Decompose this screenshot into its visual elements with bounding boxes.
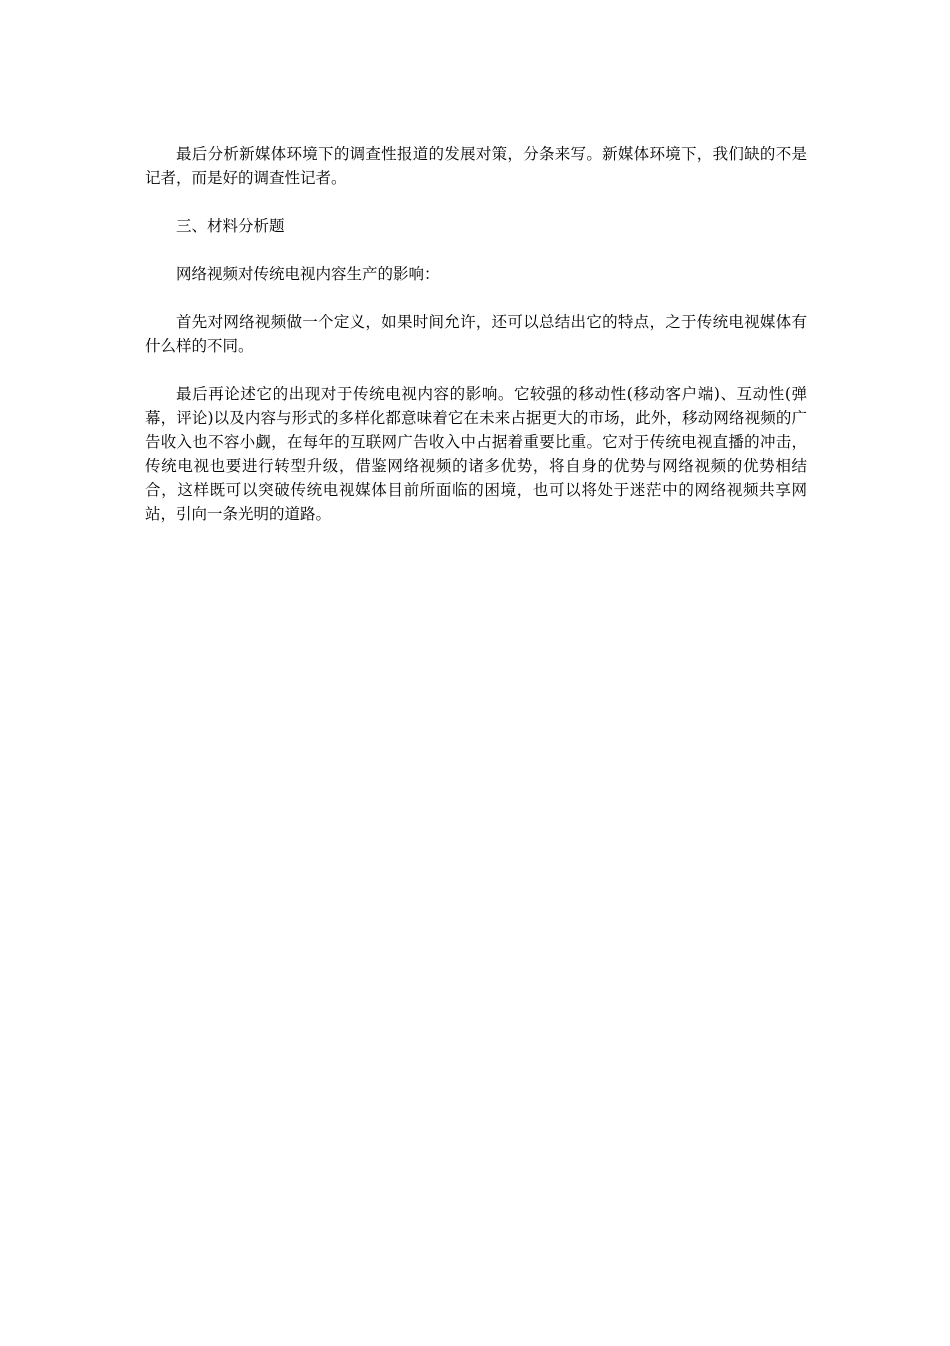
paragraph-impact-discussion: 最后再论述它的出现对于传统电视内容的影响。它较强的移动性(移动客户端)、互动性(弹幕，评论)以及内容与形式的多样化都意味着它在未来占据更大的市场，此外，移动网络视频的广告收入也不容小觑，在每年的互联网广告收入中占据着重要比重。它对于传统电视直播的冲击，传统电视也要进行转型升级，借鉴网络视频的诸多优势，将自身的优势与网络视频的优势相结合，这样既可以突破传统电视媒体目前所面临的困境，也可以将处于迷茫中的网络视频共享网站，引向一条光明的道路。	[145, 385, 807, 523]
paragraph-definition: 首先对网络视频做一个定义，如果时间允许，还可以总结出它的特点，之于传统电视媒体有什么样的不同。	[145, 313, 807, 355]
paragraph-topic-statement: 网络视频对传统电视内容生产的影响：	[176, 265, 440, 283]
document-body	[145, 142, 807, 550]
paragraph-strategy-summary: 最后分析新媒体环境下的调查性报道的发展对策，分条来写。新媒体环境下，我们缺的不是记者，而是好的调查性记者。	[145, 145, 807, 187]
section-heading-material-analysis: 三、材料分析题	[176, 217, 285, 235]
